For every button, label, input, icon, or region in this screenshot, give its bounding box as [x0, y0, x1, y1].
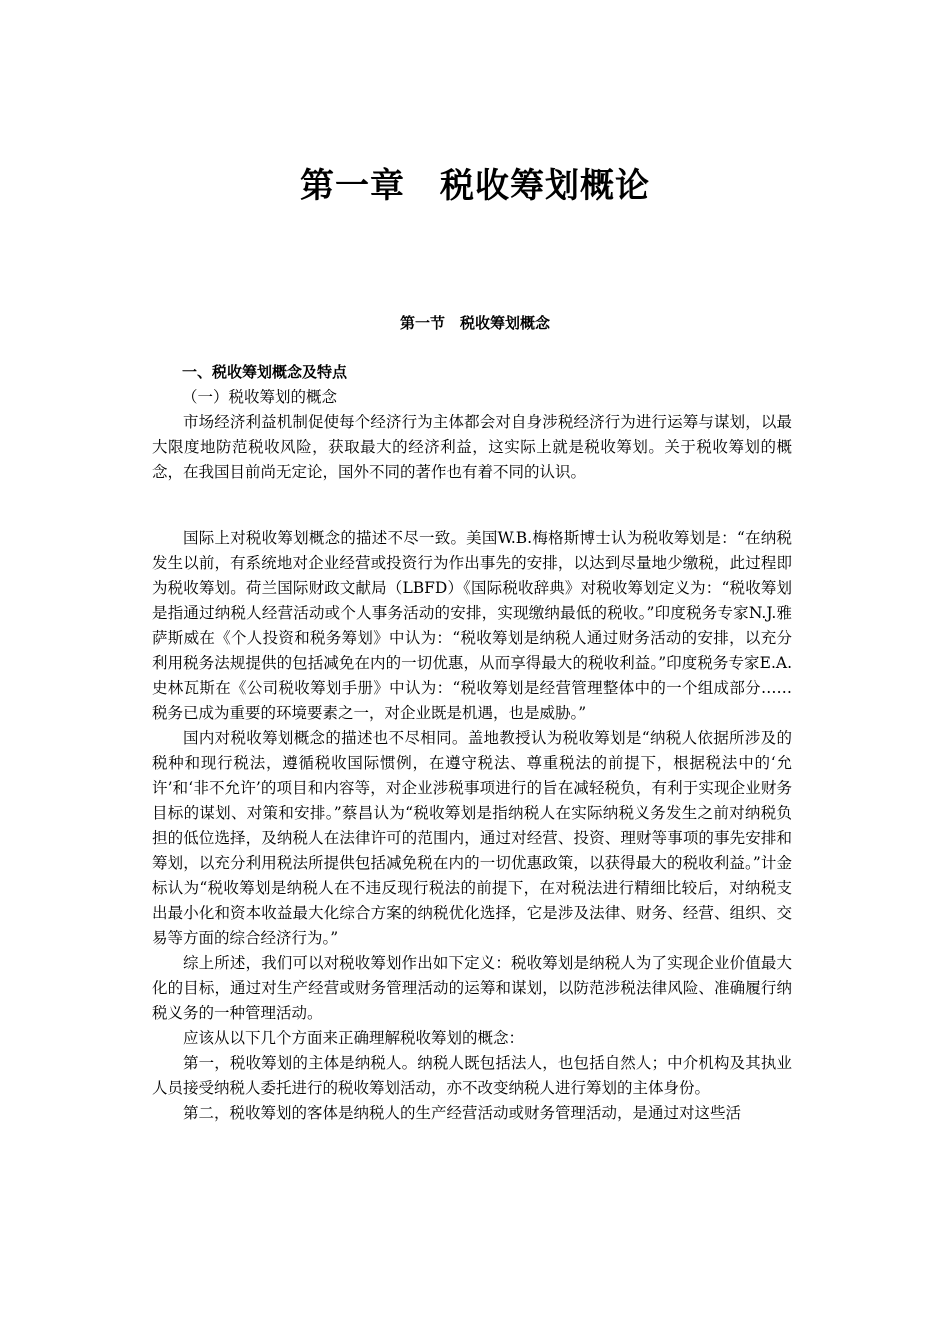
paragraph: 综上所述，我们可以对税收筹划作出如下定义：税收筹划是纳税人为了实现企业价值最大化的目标，通过对生产经营或财务管理活动的运筹和谋划，以防范涉税法律风险、准确履行纳税义务的一种管理活动。 [152, 954, 792, 1022]
body-block [152, 526, 792, 1126]
heading-level-1: 一、税收筹划概念及特点 [182, 363, 348, 381]
paragraph: 第二，税收筹划的客体是纳税人的生产经营活动或财务管理活动，是通过对这些活 [183, 1104, 742, 1122]
paragraph: 国内对税收筹划概念的描述也不尽相同。盖地教授认为税收筹划是“纳税人依据所涉及的税种和现行税法，遵循税收国际惯例，在遵守税法、尊重税法的前提下，根据税法中的‘允许’和‘非不允许’的项目和内容等，对企业涉税事项进行的旨在减轻税负，有利于实现企业财务目标的谋划、对策和安排。”蔡昌认为“税收筹划是指纳税人在实际纳税义务发生之前对纳税负担的低位选择，及纳税人在法律许可的范围内，通过对经营、投资、理财等事项的事先安排和筹划，以充分利用税法所提供包括减免税在内的一切优惠政策，以获得最大的税收利益。”计金标认为“税收筹划是纳税人在不违反现行税法的前提下，在对税法进行精细比较后，对纳税支出最小化和资本收益最大化综合方案的纳税优化选择，它是涉及法律、财务、经营、组织、交易等方面的综合经济行为。” [152, 729, 792, 947]
paragraph: 市场经济利益机制促使每个经济行为主体都会对自身涉税经济行为进行运筹与谋划，以最大限度地防范税收风险，获取最大的经济利益，这实际上就是税收筹划。关于税收筹划的概念，在我国目前尚无定论，国外不同的著作也有着不同的认识。 [152, 413, 792, 481]
paragraph: 第一，税收筹划的主体是纳税人。纳税人既包括法人，也包括自然人；中介机构及其执业人员接受纳税人委托进行的税收筹划活动，亦不改变纳税人进行筹划的主体身份。 [152, 1054, 792, 1097]
intro-block [152, 360, 792, 485]
paragraph: 国际上对税收筹划概念的描述不尽一致。美国W.B.梅格斯博士认为税收筹划是：“在纳税发生以前，有系统地对企业经营或投资行为作出事先的安排，以达到尽量地少缴税，此过程即为税收筹划。荷兰国际财政文献局（LBFD）《国际税收辞典》对税收筹划定义为：“税收筹划是指通过纳税人经营活动或个人事务活动的安排，实现缴纳最低的税收。”印度税务专家N.J.雅萨斯威在《个人投资和税务筹划》中认为：“税收筹划是纳税人通过财务活动的安排，以充分利用税务法规提供的包括减免在内的一切优惠，从而享得最大的税收利益。”印度税务专家E.A.史林瓦斯在《公司税收筹划手册》中认为：“税收筹划是经营管理整体中的一个组成部分……税务已成为重要的环境要素之一，对企业既是机遇，也是威胁。” [152, 529, 792, 722]
heading-level-2: （一）税收筹划的概念 [182, 388, 338, 406]
section-title: 第一节 税收筹划概念 [399, 314, 550, 332]
chapter-title: 第一章 税收筹划概论 [300, 166, 650, 206]
paragraph: 应该从以下几个方面来正确理解税收筹划的概念： [183, 1029, 525, 1047]
